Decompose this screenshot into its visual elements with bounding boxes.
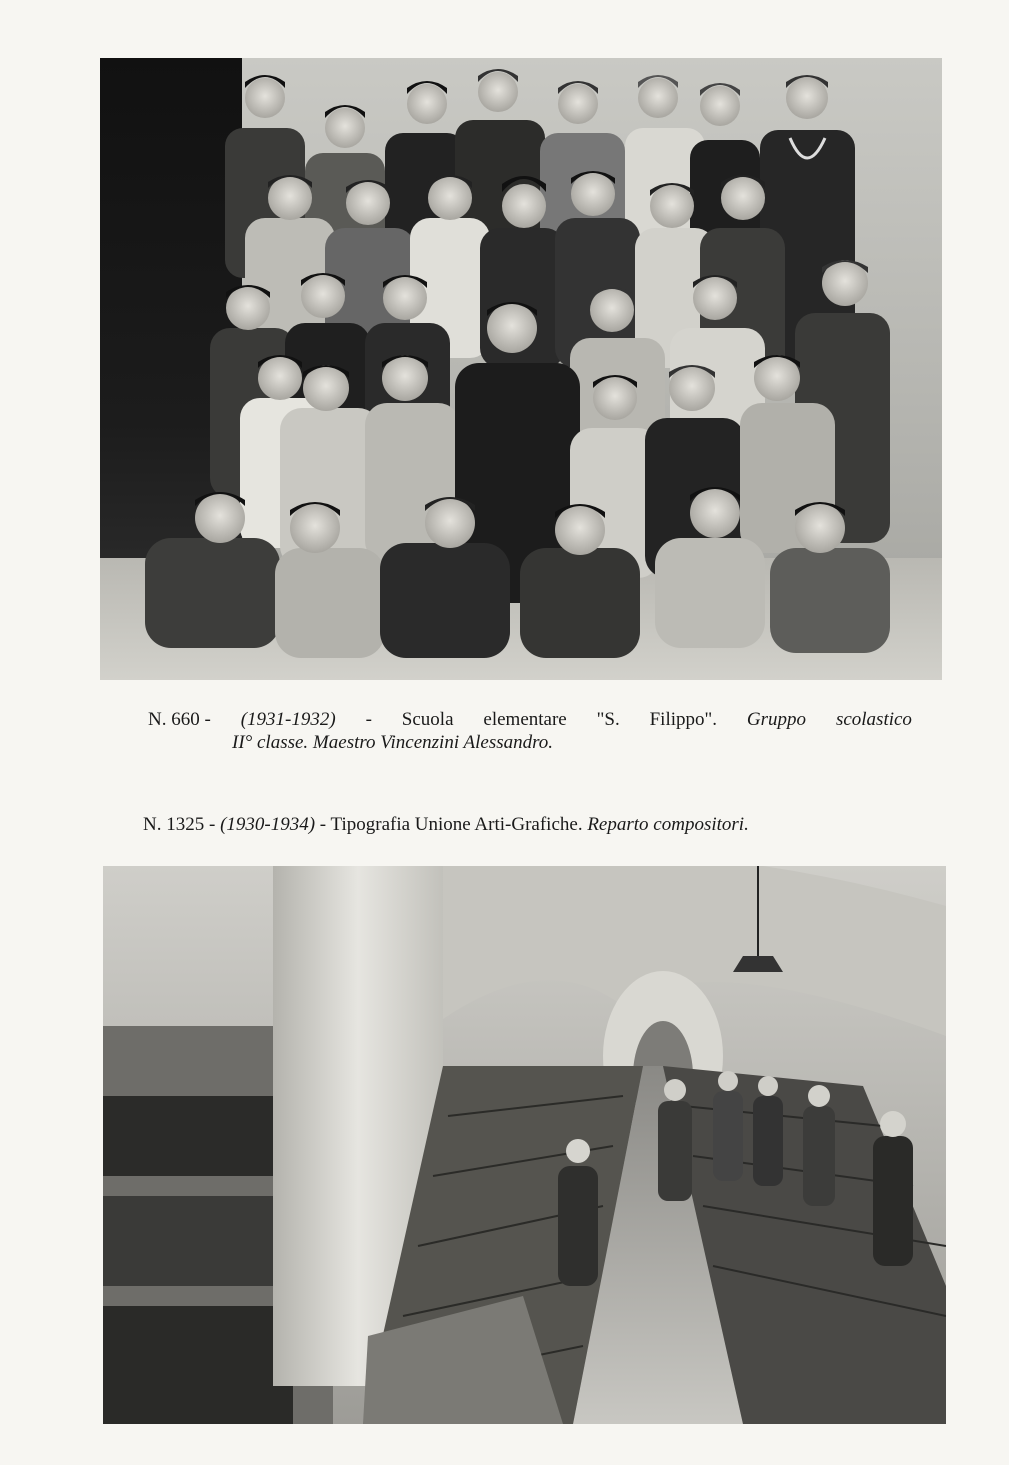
caption-school-dash: -	[365, 709, 372, 730]
caption-school-line1	[148, 708, 912, 731]
caption-school-word-5: Gruppo	[746, 709, 807, 730]
caption-school-word-2: elementare	[483, 709, 567, 730]
caption-school-photo	[148, 708, 912, 754]
caption-print-department: Reparto compositori.	[587, 814, 749, 835]
caption-school-word-1: Scuola	[401, 709, 454, 730]
school-class-photo	[100, 58, 942, 680]
caption-school-number: N. 660 -	[148, 709, 211, 730]
children-group	[100, 58, 942, 680]
caption-school-years: (1931-1932)	[240, 709, 336, 730]
caption-school-word-6: scolastico	[835, 709, 912, 730]
caption-print-photo	[143, 813, 903, 836]
caption-school-word-3: "S.	[596, 709, 620, 730]
compositors-room	[103, 866, 946, 1424]
caption-print-text: - Tipografia Unione Arti-Grafiche.	[315, 814, 588, 835]
printing-shop-photo	[103, 866, 946, 1424]
caption-print-years: (1930-1934)	[220, 814, 316, 835]
caption-school-word-4: Filippo".	[649, 709, 718, 730]
caption-school-line2: II° classe. Maestro Vincenzini Alessandro.	[232, 732, 554, 753]
caption-print-number: N. 1325 -	[143, 814, 221, 835]
